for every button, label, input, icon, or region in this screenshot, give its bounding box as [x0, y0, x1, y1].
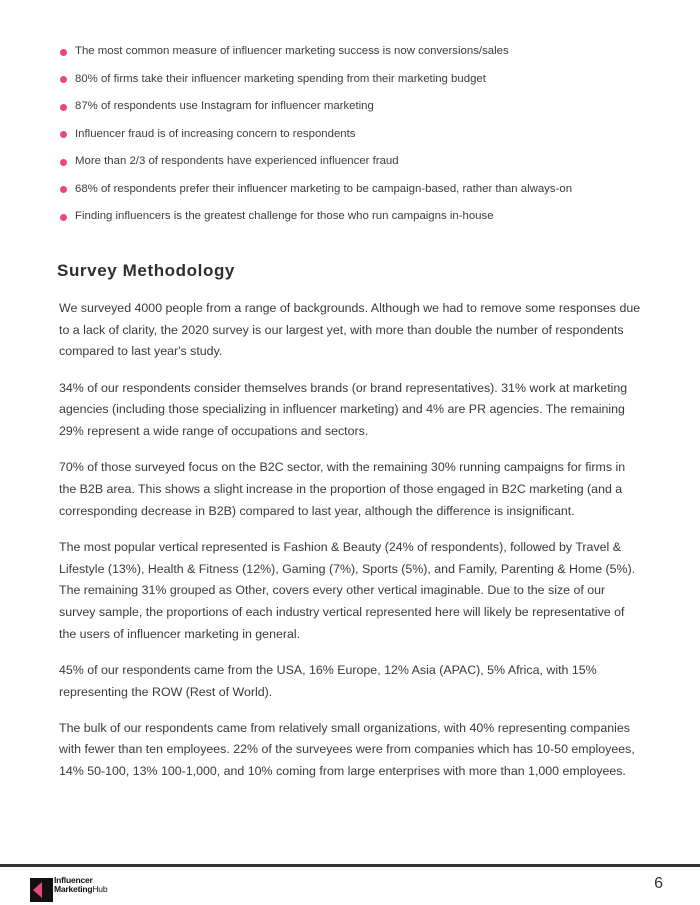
bullet-dot-icon [60, 186, 67, 193]
paragraph-b2c-b2b: 70% of those surveyed focus on the B2C sector, with the remaining 30% running campaigns for firms in the B2B area. This shows a slight increase in the proportion of those engaged in B2C marketing (and a corresponding decrease in B2B) compared to last year, although the difference is insignificant. [59, 460, 626, 518]
paragraph-company-size: The bulk of our respondents came from relatively small organizations, with 40% representing companies with fewer than ten employees. 22% of the surveyees were from companies which has 10-50 employees, 14% 50-100, 13% 100-1,000, and 10% coming from large enterprises with more than 1,000 employees. [59, 720, 635, 779]
list-item [58, 153, 658, 181]
logo-line-2 [54, 885, 107, 894]
list-item-text: More than 2/3 of respondents have experienced influencer fraud [75, 155, 399, 167]
list-item-text: 87% of respondents use Instagram for influencer marketing [75, 100, 374, 112]
logo-line-2-regular: Hub [92, 884, 108, 894]
list-item-text: 68% of respondents prefer their influencer marketing to be campaign-based, rather than always-on [75, 182, 573, 195]
brand-logo [30, 876, 130, 902]
key-findings-list [58, 43, 658, 236]
list-item-text: Finding influencers is the greatest challenge for those who run campaigns in-house [75, 210, 494, 222]
list-item [58, 126, 658, 154]
logo-line-1: Influencer [54, 875, 93, 885]
influencer-marketing-hub-logo-icon [30, 878, 53, 902]
paragraph-respondent-roles: 34% of our respondents consider themselves brands (or brand representatives). 31% work at marketing agencies (including those specializing in influencer marketing) and 4% are PR agencies. The remaining 29% represent a wide range of occupations and sectors. [59, 380, 628, 439]
list-item [58, 98, 658, 126]
paragraph-verticals: The most popular vertical represented is Fashion & Beauty (24% of respondents), followed by Travel & Lifestyle (13%), Health & Fitness (12%), Gaming (7%), Sports (5%), and Family, Parenting & Home (5%). The remaining 31% grouped as Other, covers every other vertical imaginable. Due to the size of our survey sample, the proportions of each industry vertical represented here will likely be representative of the users of influencer marketing in general. [59, 539, 636, 641]
logo-line-2-bold: Marketing [54, 884, 93, 894]
bullet-dot-icon [60, 159, 67, 166]
logo-wordmark [54, 876, 107, 894]
bullet-dot-icon [60, 214, 67, 221]
methodology-body [59, 298, 644, 797]
list-item [58, 43, 658, 71]
list-item-text: The most common measure of influencer marketing success is now conversions/sales [75, 45, 509, 57]
section-title: Survey Methodology [57, 261, 235, 280]
footer-divider [0, 864, 700, 867]
page-number: 6 [654, 875, 663, 892]
list-item-text: Influencer fraud is of increasing concern to respondents [75, 127, 356, 140]
bullet-dot-icon [60, 76, 67, 83]
list-item [58, 181, 658, 209]
list-item-text: 80% of firms take their influencer marketing spending from their marketing budget [75, 72, 486, 85]
list-item [58, 71, 658, 99]
paragraph-respondent-count: We surveyed 4000 people from a range of backgrounds. Although we had to remove some responses due to a lack of clarity, the 2020 survey is our largest yet, with more than double the number of respondents compared to last year's study. [59, 301, 641, 359]
list-item [58, 208, 658, 236]
paragraph-regions: 45% of our respondents came from the USA, 16% Europe, 12% Asia (APAC), 5% Africa, with 15% representing the ROW (Rest of World). [59, 662, 597, 699]
bullet-dot-icon [60, 131, 67, 138]
bullet-dot-icon [60, 49, 67, 56]
bullet-dot-icon [60, 104, 67, 111]
